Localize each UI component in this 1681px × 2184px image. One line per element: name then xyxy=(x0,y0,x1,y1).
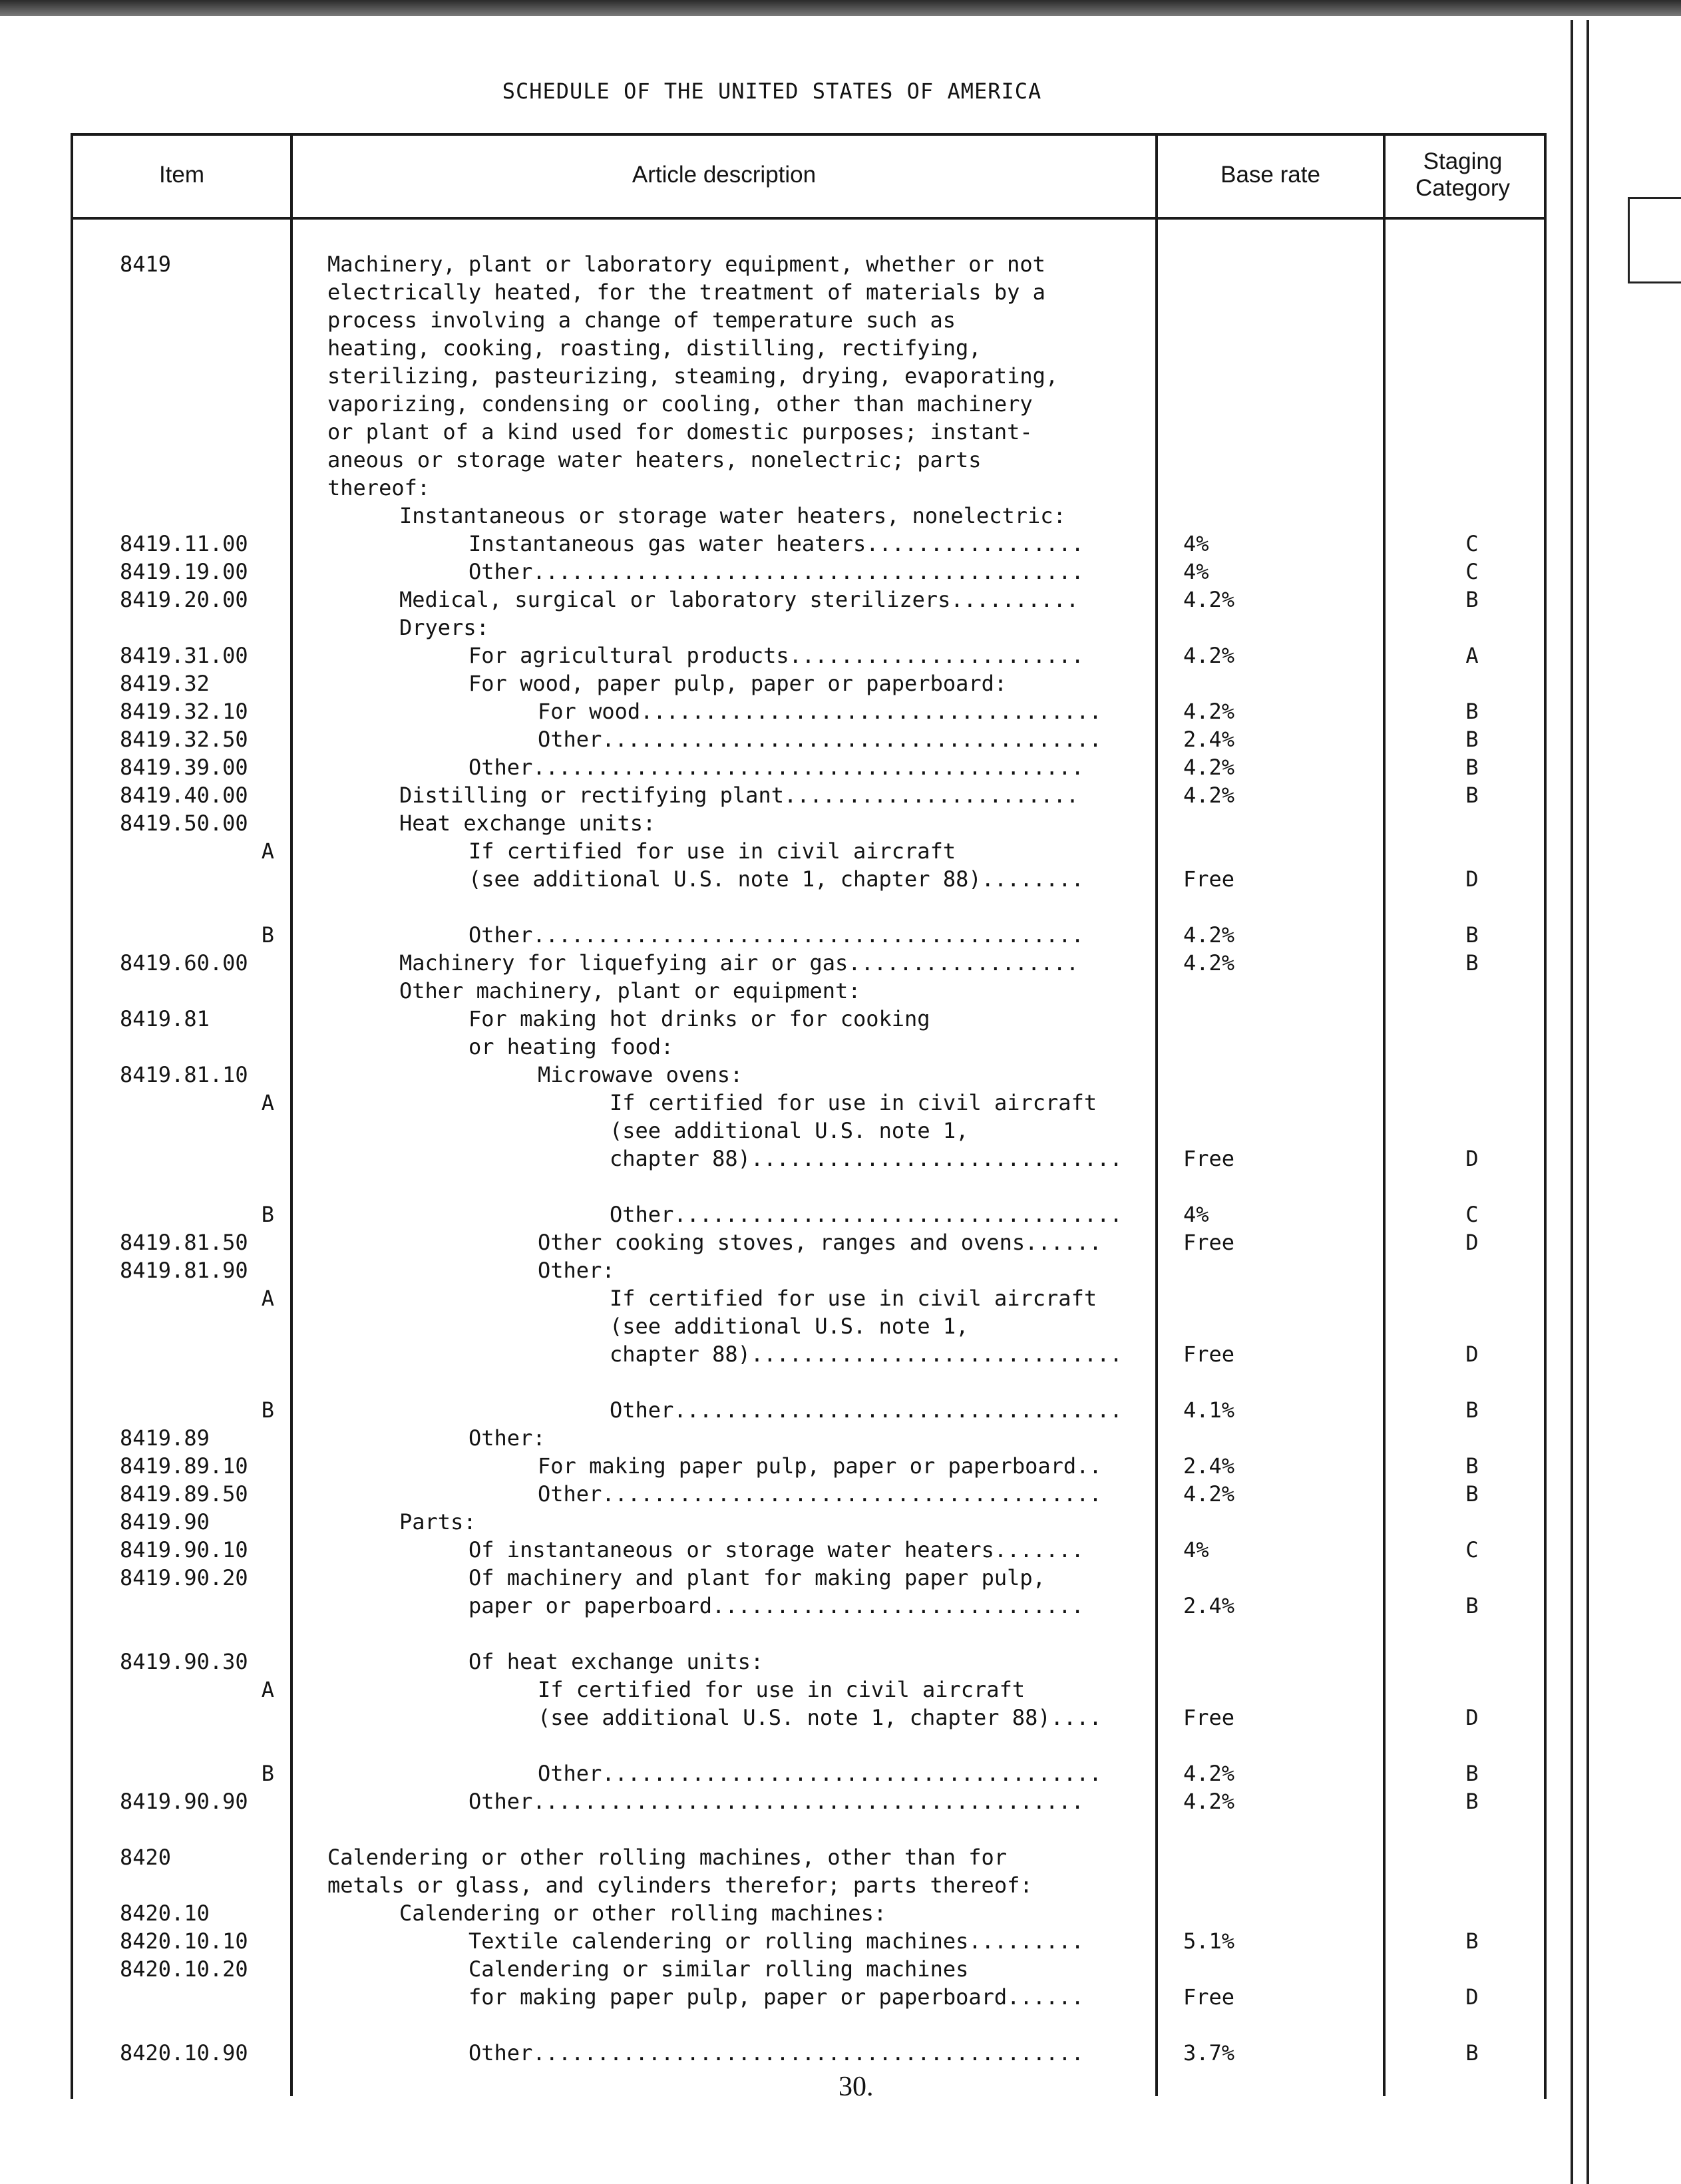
article-description: Parts: xyxy=(399,1509,476,1535)
article-description: Of instantaneous or storage water heaters....... xyxy=(468,1537,1084,1562)
article-description: For agricultural products....................... xyxy=(468,643,1084,668)
article-description: If certified for use in civil aircraft xyxy=(610,1090,1097,1115)
staging-category: B xyxy=(1465,2040,1479,2066)
item-number: 8420 xyxy=(120,1845,172,1870)
item-number: 8419.19.00 xyxy=(120,559,248,584)
article-description: heating, cooking, roasting, distilling, rectifying, xyxy=(327,335,982,361)
subitem-letter: A xyxy=(261,1090,274,1115)
article-description: If certified for use in civil aircraft xyxy=(468,838,956,864)
staging-category: B xyxy=(1465,1928,1479,1954)
base-rate: Free xyxy=(1183,1230,1235,1255)
article-description: Other cooking stoves, ranges and ovens...... xyxy=(538,1230,1102,1255)
base-rate: 4% xyxy=(1183,1202,1209,1227)
item-number: 8419.81.90 xyxy=(120,1258,248,1283)
staging-category: C xyxy=(1465,1537,1479,1562)
item-number: 8419.81.10 xyxy=(120,1062,248,1087)
article-description: (see additional U.S. note 1, xyxy=(610,1314,969,1339)
article-description: Calendering or other rolling machines: xyxy=(399,1901,887,1926)
article-description: Of heat exchange units: xyxy=(468,1649,764,1674)
subitem-letter: B xyxy=(261,1202,274,1227)
article-description: Microwave ovens: xyxy=(538,1062,743,1087)
article-description: Distilling or rectifying plant....................... xyxy=(399,783,1079,808)
staging-category: B xyxy=(1465,950,1479,976)
article-description: Other....................................... xyxy=(538,1481,1102,1507)
article-description: paper or paperboard............................. xyxy=(468,1593,1084,1618)
article-description: Calendering or other rolling machines, other than for xyxy=(327,1845,1008,1870)
subitem-letter: A xyxy=(261,838,274,864)
article-description: electrically heated, for the treatment of materials by a xyxy=(327,279,1045,305)
base-rate: Free xyxy=(1183,1342,1235,1367)
staging-category: B xyxy=(1465,1397,1479,1423)
column-header-staging-category: Staging Category xyxy=(1415,148,1511,201)
column-header-base-rate: Base rate xyxy=(1220,162,1320,188)
article-description: For wood.................................... xyxy=(538,699,1102,724)
subitem-letter: B xyxy=(261,1397,274,1423)
base-rate: 4% xyxy=(1183,531,1209,556)
article-description: Other........................................... xyxy=(468,559,1084,584)
article-description: For making paper pulp, paper or paperboard.. xyxy=(538,1453,1102,1479)
item-number: 8419.89 xyxy=(120,1425,210,1451)
article-description: Other: xyxy=(468,1425,546,1451)
article-description: Other........................................... xyxy=(468,2040,1084,2066)
base-rate: Free xyxy=(1183,866,1235,892)
item-number: 8419.90.90 xyxy=(120,1789,248,1814)
article-description: Other................................... xyxy=(610,1202,1123,1227)
page-title: SCHEDULE OF THE UNITED STATES OF AMERICA xyxy=(502,79,1042,104)
item-number: 8420.10 xyxy=(120,1901,210,1926)
base-rate: 2.4% xyxy=(1183,1593,1235,1618)
article-description: Instantaneous or storage water heaters, nonelectric: xyxy=(399,503,1066,528)
item-number: 8419.90 xyxy=(120,1509,210,1535)
staging-category: A xyxy=(1465,643,1479,668)
column-header-description: Article description xyxy=(632,162,817,188)
article-description: Other........................................... xyxy=(468,1789,1084,1814)
article-description: or plant of a kind used for domestic purposes; instant- xyxy=(327,419,1033,445)
article-description: If certified for use in civil aircraft xyxy=(610,1286,1097,1311)
item-number: 8419.89.50 xyxy=(120,1481,248,1507)
article-description: sterilizing, pasteurizing, steaming, drying, evaporating, xyxy=(327,363,1059,389)
base-rate: 4.2% xyxy=(1183,755,1235,780)
staging-category: B xyxy=(1465,727,1479,752)
staging-category: D xyxy=(1465,1342,1479,1367)
item-number: 8419 xyxy=(120,252,172,277)
article-description: chapter 88)............................. xyxy=(610,1342,1123,1367)
article-description: or heating food: xyxy=(468,1034,674,1059)
article-description: Of machinery and plant for making paper pulp, xyxy=(468,1565,1045,1590)
page-number: 30. xyxy=(839,2072,874,2102)
article-description: For making hot drinks or for cooking xyxy=(468,1006,930,1031)
article-description: for making paper pulp, paper or paperboard...... xyxy=(468,1984,1084,2010)
base-rate: Free xyxy=(1183,1984,1235,2010)
article-description: Textile calendering or rolling machines......... xyxy=(468,1928,1084,1954)
base-rate: Free xyxy=(1183,1146,1235,1171)
article-description: For wood, paper pulp, paper or paperboard: xyxy=(468,671,1008,696)
staging-category: C xyxy=(1465,531,1479,556)
base-rate: 4.2% xyxy=(1183,699,1235,724)
item-number: 8420.10.20 xyxy=(120,1956,248,1982)
item-number: 8419.90.20 xyxy=(120,1565,248,1590)
staging-category: B xyxy=(1465,922,1479,948)
article-description: chapter 88)............................. xyxy=(610,1146,1123,1171)
staging-category: D xyxy=(1465,1984,1479,2010)
subitem-letter: A xyxy=(261,1677,274,1702)
staging-category: B xyxy=(1465,1789,1479,1814)
staging-category: D xyxy=(1465,866,1479,892)
article-description: Machinery, plant or laboratory equipment, whether or not xyxy=(327,252,1045,277)
base-rate: 4.1% xyxy=(1183,1397,1235,1423)
article-description: Heat exchange units: xyxy=(399,811,656,836)
staging-category: B xyxy=(1465,755,1479,780)
item-number: 8420.10.10 xyxy=(120,1928,248,1954)
item-number: 8419.32.10 xyxy=(120,699,248,724)
article-description: If certified for use in civil aircraft xyxy=(538,1677,1026,1702)
staging-category: D xyxy=(1465,1230,1479,1255)
base-rate: 4.2% xyxy=(1183,1481,1235,1507)
item-number: 8419.39.00 xyxy=(120,755,248,780)
article-description: vaporizing, condensing or cooling, other than machinery xyxy=(327,391,1033,417)
staging-category: B xyxy=(1465,1453,1479,1479)
item-number: 8419.81.50 xyxy=(120,1230,248,1255)
article-description: (see additional U.S. note 1, xyxy=(610,1118,969,1143)
article-description: aneous or storage water heaters, nonelectric; parts xyxy=(327,447,982,472)
article-description: Instantaneous gas water heaters................. xyxy=(468,531,1084,556)
item-number: 8419.60.00 xyxy=(120,950,248,976)
article-description: thereof: xyxy=(327,475,431,500)
item-number: 8420.10.90 xyxy=(120,2040,248,2066)
article-description: Dryers: xyxy=(399,615,489,640)
base-rate: 4% xyxy=(1183,1537,1209,1562)
base-rate: Free xyxy=(1183,1705,1235,1730)
adjacent-page-edge xyxy=(1571,20,1573,2184)
base-rate: 4% xyxy=(1183,559,1209,584)
article-description: Other machinery, plant or equipment: xyxy=(399,978,861,1003)
base-rate: 3.7% xyxy=(1183,2040,1235,2066)
item-number: 8419.32 xyxy=(120,671,210,696)
staging-category: D xyxy=(1465,1705,1479,1730)
base-rate: 4.2% xyxy=(1183,783,1235,808)
base-rate: 4.2% xyxy=(1183,950,1235,976)
adjacent-page-table-corner xyxy=(1628,197,1681,283)
adjacent-page-edge xyxy=(1587,20,1589,2184)
base-rate: 2.4% xyxy=(1183,1453,1235,1479)
item-number: 8419.90.30 xyxy=(120,1649,248,1674)
item-number: 8419.32.50 xyxy=(120,727,248,752)
article-description: process involving a change of temperature such as xyxy=(327,307,956,333)
article-description: Other........................................... xyxy=(468,922,1084,948)
subitem-letter: B xyxy=(261,1761,274,1786)
base-rate: 4.2% xyxy=(1183,1789,1235,1814)
article-description: Calendering or similar rolling machines xyxy=(468,1956,969,1982)
article-description: (see additional U.S. note 1, chapter 88)........ xyxy=(468,866,1084,892)
item-number: 8419.11.00 xyxy=(120,531,248,556)
article-description: Other....................................... xyxy=(538,1761,1102,1786)
article-description: Machinery for liquefying air or gas.................. xyxy=(399,950,1079,976)
item-number: 8419.40.00 xyxy=(120,783,248,808)
item-number: 8419.20.00 xyxy=(120,587,248,612)
subitem-letter: B xyxy=(261,922,274,948)
item-number: 8419.90.10 xyxy=(120,1537,248,1562)
item-number: 8419.31.00 xyxy=(120,643,248,668)
staging-category: B xyxy=(1465,1481,1479,1507)
staging-category: B xyxy=(1465,1593,1479,1618)
article-description: Other....................................... xyxy=(538,727,1102,752)
staging-category: C xyxy=(1465,559,1479,584)
item-number: 8419.50.00 xyxy=(120,811,248,836)
base-rate: 4.2% xyxy=(1183,587,1235,612)
base-rate: 2.4% xyxy=(1183,727,1235,752)
item-number: 8419.81 xyxy=(120,1006,210,1031)
base-rate: 5.1% xyxy=(1183,1928,1235,1954)
article-description: Other: xyxy=(538,1258,615,1283)
article-description: metals or glass, and cylinders therefor; parts thereof: xyxy=(327,1873,1033,1898)
article-description: Medical, surgical or laboratory sterilizers.......... xyxy=(399,587,1079,612)
staging-category: B xyxy=(1465,699,1479,724)
base-rate: 4.2% xyxy=(1183,643,1235,668)
base-rate: 4.2% xyxy=(1183,1761,1235,1786)
staging-category: B xyxy=(1465,587,1479,612)
staging-category: C xyxy=(1465,1202,1479,1227)
staging-category: B xyxy=(1465,1761,1479,1786)
staging-category: D xyxy=(1465,1146,1479,1171)
article-description: (see additional U.S. note 1, chapter 88).... xyxy=(538,1705,1102,1730)
subitem-letter: A xyxy=(261,1286,274,1311)
article-description: Other................................... xyxy=(610,1397,1123,1423)
column-header-item: Item xyxy=(158,162,205,188)
article-description: Other........................................... xyxy=(468,755,1084,780)
staging-category: B xyxy=(1465,783,1479,808)
item-number: 8419.89.10 xyxy=(120,1453,248,1479)
base-rate: 4.2% xyxy=(1183,922,1235,948)
